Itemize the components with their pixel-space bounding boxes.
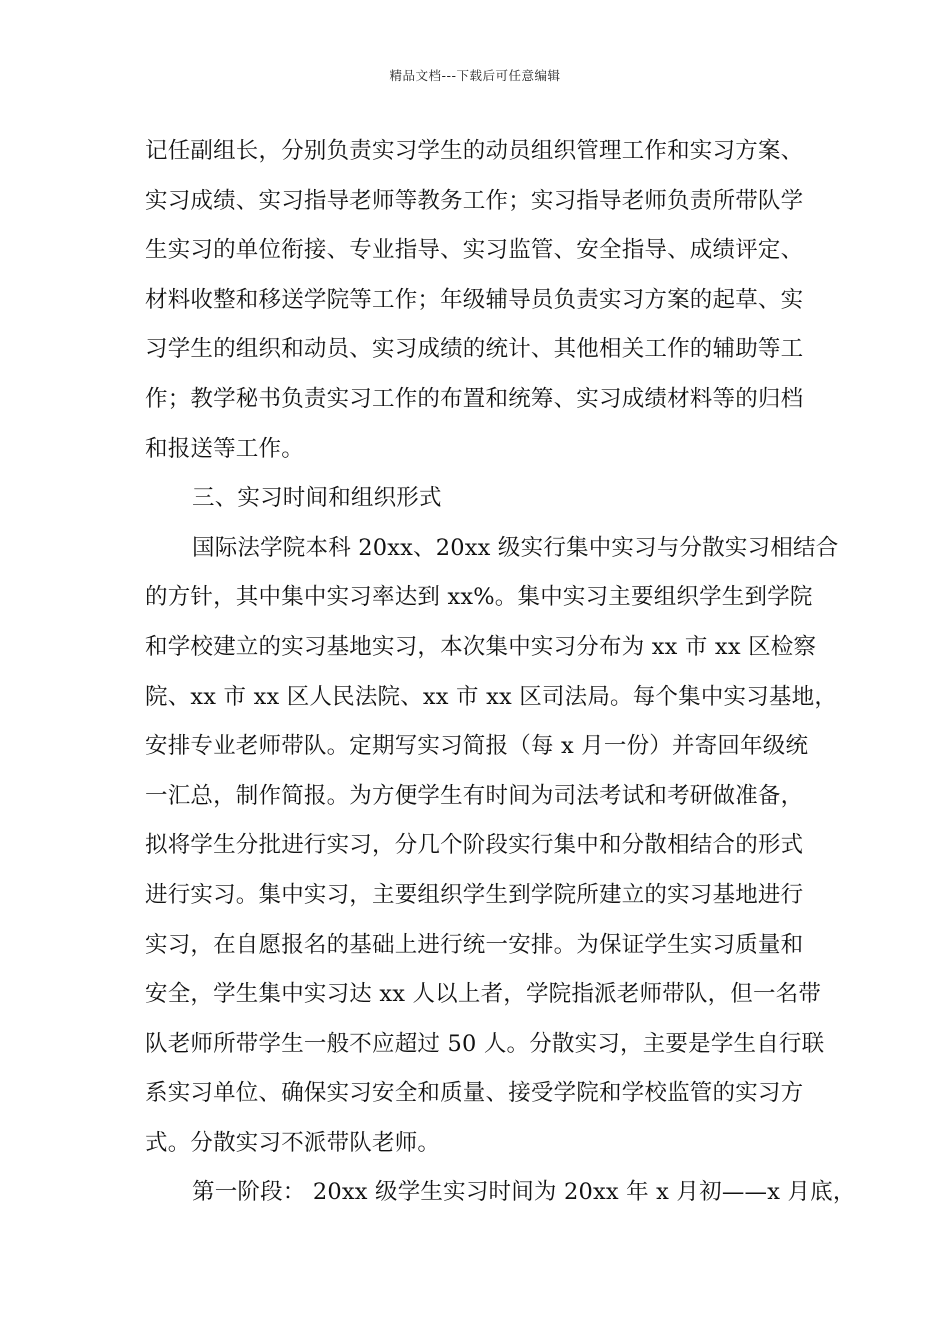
text-line: 作；教学秘书负责实习工作的布置和统筹、实习成绩材料等的归档 (145, 385, 804, 412)
section-heading: 三、实习时间和组织形式 (192, 485, 442, 512)
text-line: 安全，学生集中实习达 xx 人以上者，学院指派老师带队，但一名带 (145, 981, 822, 1008)
text-line: 材料收整和移送学院等工作；年级辅导员负责实习方案的起草、实 (145, 286, 804, 313)
text-line: 院、xx 市 xx 区人民法院、xx 市 xx 区司法局。每个集中实习基地， (145, 683, 838, 710)
text-line: 和学校建立的实习基地实习，本次集中实习分布为 xx 市 xx 区检察 (145, 633, 817, 660)
text-line: 进行实习。集中实习，主要组织学生到学院所建立的实习基地进行 (145, 881, 804, 908)
text-line: 式。分散实习不派带队老师。 (145, 1129, 441, 1156)
paragraph-first-line: 第一阶段： 20xx 级学生实习时间为 20xx 年 x 月初——x 月底， (192, 1179, 856, 1206)
text-line: 生实习的单位衔接、专业指导、实习监管、安全指导、成绩评定、 (145, 237, 804, 264)
text-line: 队老师所带学生一般不应超过 50 人。分散实习，主要是学生自行联 (145, 1030, 825, 1057)
text-line: 习学生的组织和动员、实习成绩的统计、其他相关工作的辅助等工 (145, 336, 804, 363)
paragraph-first-line: 国际法学院本科 20xx、20xx 级实行集中实习与分散实习相结合 (192, 534, 839, 561)
text-line: 实习，在自愿报名的基础上进行统一安排。为保证学生实习质量和 (145, 931, 804, 958)
text-line: 记任副组长，分别负责实习学生的动员组织管理工作和实习方案、 (145, 138, 804, 164)
text-line: 一汇总，制作简报。为方便学生有时间为司法考试和考研做准备， (145, 782, 804, 809)
page-header: 精品文档---下载后可任意编辑 (389, 68, 561, 83)
text-line: 系实习单位、确保实习安全和质量、接受学院和学校监管的实习方 (145, 1080, 804, 1107)
text-line: 的方针，其中集中实习率达到 xx%。集中实习主要组织学生到学院 (145, 584, 813, 611)
text-line: 实习成绩、实习指导老师等教务工作；实习指导老师负责所带队学 (145, 187, 804, 214)
text-line: 和报送等工作。 (145, 435, 304, 462)
text-line: 拟将学生分批进行实习，分几个阶段实行集中和分散相结合的形式 (145, 832, 804, 859)
document-body (145, 127, 856, 1218)
text-line: 安排专业老师带队。定期写实习简报（每 x 月一份）并寄回年级统 (145, 733, 809, 760)
